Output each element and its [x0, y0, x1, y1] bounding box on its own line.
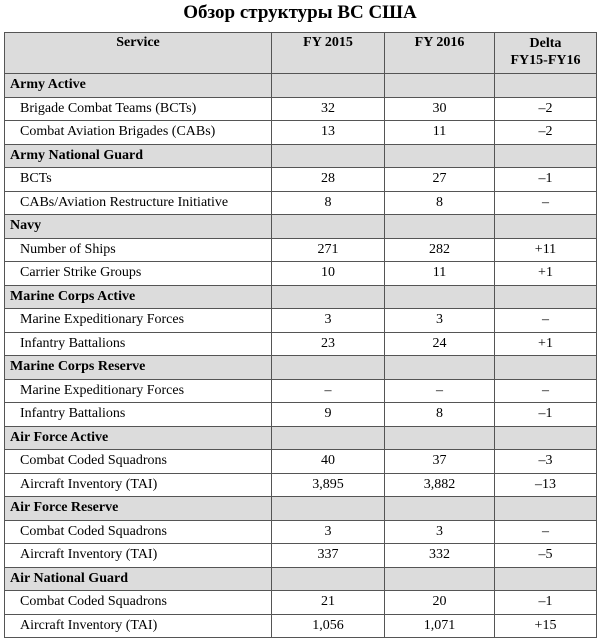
group-empty-cell	[495, 426, 597, 450]
cell-fy2015: 32	[272, 97, 385, 121]
header-delta-line2: FY15-FY16	[510, 53, 581, 68]
table-row	[5, 614, 597, 638]
cell-delta: –1	[495, 591, 597, 615]
cell-delta: +11	[495, 238, 597, 262]
row-label: Carrier Strike Groups	[5, 262, 272, 286]
row-label: Combat Coded Squadrons	[5, 591, 272, 615]
row-label: Marine Expeditionary Forces	[5, 379, 272, 403]
cell-fy2015: 28	[272, 168, 385, 192]
row-label: Combat Coded Squadrons	[5, 520, 272, 544]
cell-fy2015: 271	[272, 238, 385, 262]
cell-fy2015: 40	[272, 450, 385, 474]
table-row	[5, 97, 597, 121]
group-empty-cell	[385, 497, 495, 521]
cell-fy2016: 8	[385, 191, 495, 215]
group-empty-cell	[385, 144, 495, 168]
header-delta-line1: Delta	[529, 36, 562, 51]
cell-fy2016: 11	[385, 262, 495, 286]
cell-fy2016: –	[385, 379, 495, 403]
cell-delta: –1	[495, 168, 597, 192]
group-empty-cell	[272, 74, 385, 98]
cell-fy2016: 3	[385, 309, 495, 333]
row-label: Combat Aviation Brigades (CABs)	[5, 121, 272, 145]
row-label: BCTs	[5, 168, 272, 192]
group-empty-cell	[385, 74, 495, 98]
cell-delta: –1	[495, 403, 597, 427]
group-label: Air National Guard	[5, 567, 272, 591]
group-row	[5, 426, 597, 450]
table-row	[5, 591, 597, 615]
group-label: Marine Corps Active	[5, 285, 272, 309]
group-empty-cell	[495, 356, 597, 380]
cell-delta: –	[495, 379, 597, 403]
table-row	[5, 191, 597, 215]
group-row	[5, 215, 597, 239]
group-label: Army Active	[5, 74, 272, 98]
group-empty-cell	[495, 215, 597, 239]
cell-delta: –13	[495, 473, 597, 497]
cell-fy2016: 24	[385, 332, 495, 356]
table-row	[5, 332, 597, 356]
cell-fy2015: 1,056	[272, 614, 385, 638]
table-row	[5, 544, 597, 568]
table-row	[5, 168, 597, 192]
cell-fy2015: 3	[272, 520, 385, 544]
group-empty-cell	[495, 567, 597, 591]
group-empty-cell	[495, 285, 597, 309]
row-label: Infantry Battalions	[5, 403, 272, 427]
row-label: Number of Ships	[5, 238, 272, 262]
table-row	[5, 520, 597, 544]
group-label: Air Force Active	[5, 426, 272, 450]
group-label: Marine Corps Reserve	[5, 356, 272, 380]
cell-fy2015: 21	[272, 591, 385, 615]
group-empty-cell	[495, 144, 597, 168]
group-empty-cell	[495, 74, 597, 98]
cell-fy2015: 3,895	[272, 473, 385, 497]
header-delta	[495, 33, 597, 74]
row-label: Aircraft Inventory (TAI)	[5, 544, 272, 568]
group-empty-cell	[272, 215, 385, 239]
cell-delta: –2	[495, 121, 597, 145]
group-empty-cell	[385, 215, 495, 239]
table-row	[5, 450, 597, 474]
cell-delta: –	[495, 520, 597, 544]
force-structure-table	[4, 32, 597, 638]
group-empty-cell	[385, 567, 495, 591]
group-label: Navy	[5, 215, 272, 239]
group-empty-cell	[272, 285, 385, 309]
table-title: Обзор структуры ВС США	[183, 2, 417, 23]
group-row	[5, 144, 597, 168]
cell-fy2015: 13	[272, 121, 385, 145]
header-fy2015: FY 2015	[272, 33, 385, 74]
row-label: CABs/Aviation Restructure Initiative	[5, 191, 272, 215]
cell-fy2015: 9	[272, 403, 385, 427]
cell-fy2016: 282	[385, 238, 495, 262]
row-label: Infantry Battalions	[5, 332, 272, 356]
cell-fy2015: 8	[272, 191, 385, 215]
cell-fy2015: 23	[272, 332, 385, 356]
group-empty-cell	[272, 567, 385, 591]
group-empty-cell	[272, 426, 385, 450]
cell-fy2016: 332	[385, 544, 495, 568]
cell-fy2016: 37	[385, 450, 495, 474]
group-row	[5, 497, 597, 521]
row-label: Aircraft Inventory (TAI)	[5, 473, 272, 497]
group-row	[5, 285, 597, 309]
cell-delta: +1	[495, 262, 597, 286]
table-row	[5, 262, 597, 286]
table-body	[5, 74, 597, 638]
cell-delta: –5	[495, 544, 597, 568]
row-label: Aircraft Inventory (TAI)	[5, 614, 272, 638]
row-label: Combat Coded Squadrons	[5, 450, 272, 474]
table-row	[5, 473, 597, 497]
cell-fy2016: 20	[385, 591, 495, 615]
cell-delta: +15	[495, 614, 597, 638]
cell-fy2016: 3	[385, 520, 495, 544]
cell-fy2015: 337	[272, 544, 385, 568]
table-row	[5, 309, 597, 333]
table-row	[5, 403, 597, 427]
row-label: Brigade Combat Teams (BCTs)	[5, 97, 272, 121]
group-row	[5, 356, 597, 380]
cell-fy2015: 10	[272, 262, 385, 286]
table-row	[5, 121, 597, 145]
cell-fy2015: 3	[272, 309, 385, 333]
group-empty-cell	[385, 356, 495, 380]
table-row	[5, 379, 597, 403]
cell-fy2016: 1,071	[385, 614, 495, 638]
group-empty-cell	[272, 144, 385, 168]
cell-fy2016: 27	[385, 168, 495, 192]
cell-fy2016: 3,882	[385, 473, 495, 497]
row-label: Marine Expeditionary Forces	[5, 309, 272, 333]
cell-delta: –	[495, 309, 597, 333]
group-empty-cell	[495, 497, 597, 521]
group-empty-cell	[272, 356, 385, 380]
group-label: Air Force Reserve	[5, 497, 272, 521]
cell-fy2016: 30	[385, 97, 495, 121]
header-fy2016: FY 2016	[385, 33, 495, 74]
group-row	[5, 567, 597, 591]
header-row	[5, 33, 597, 74]
cell-delta: –	[495, 191, 597, 215]
group-empty-cell	[385, 426, 495, 450]
group-empty-cell	[385, 285, 495, 309]
cell-fy2016: 11	[385, 121, 495, 145]
cell-delta: –3	[495, 450, 597, 474]
header-service: Service	[5, 33, 272, 74]
cell-fy2015: –	[272, 379, 385, 403]
group-label: Army National Guard	[5, 144, 272, 168]
group-row	[5, 74, 597, 98]
cell-delta: –2	[495, 97, 597, 121]
group-empty-cell	[272, 497, 385, 521]
cell-delta: +1	[495, 332, 597, 356]
cell-fy2016: 8	[385, 403, 495, 427]
table-row	[5, 238, 597, 262]
